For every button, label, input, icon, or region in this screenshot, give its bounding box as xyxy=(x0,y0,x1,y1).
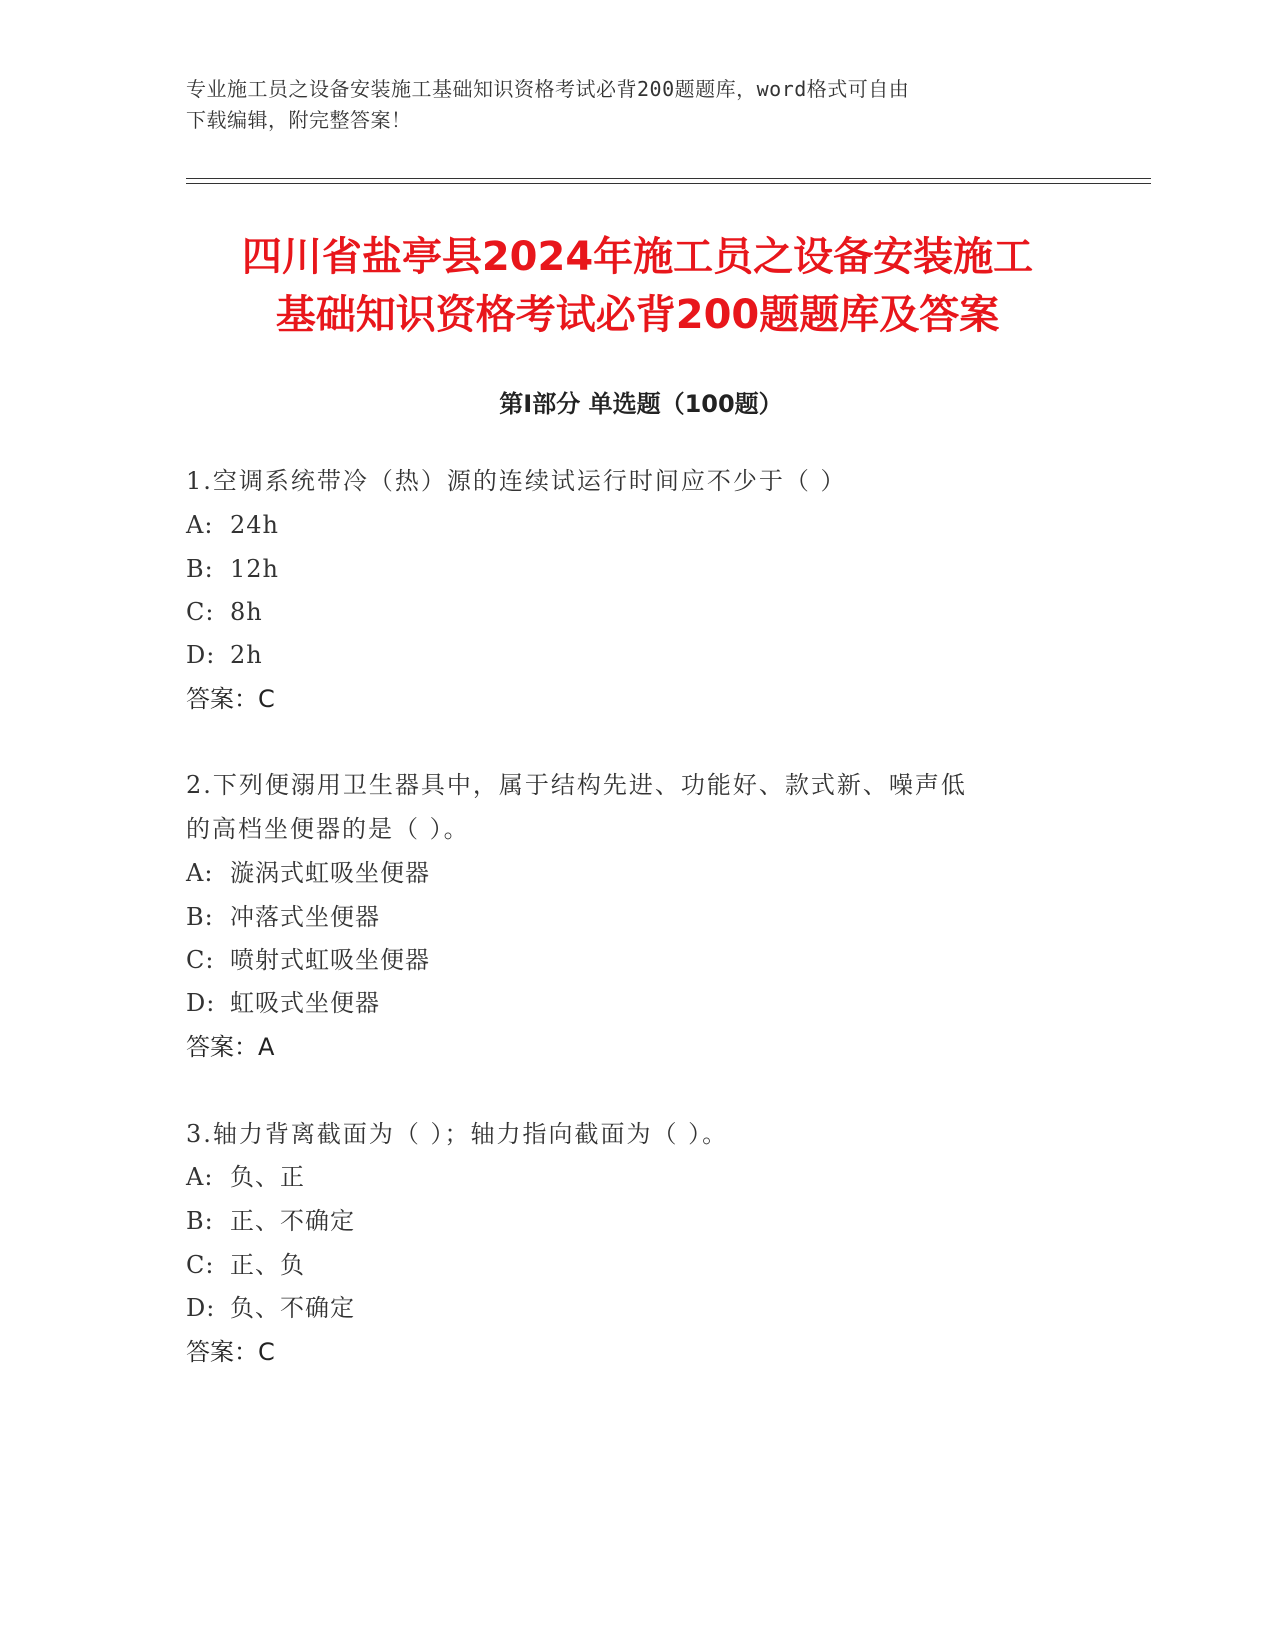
option-text: 喷射式虹吸坐便器 xyxy=(230,946,430,974)
option-text: 24h xyxy=(230,511,279,539)
question-stem: 3.轴力背离截面为（ ）；轴力指向截面为（ ）。 xyxy=(186,1120,729,1148)
option-b xyxy=(186,900,1086,934)
option-text: 12h xyxy=(230,555,279,583)
option-text: 虹吸式坐便器 xyxy=(230,989,380,1017)
option-letter: A: xyxy=(186,1163,214,1191)
answer-line: 答案：A xyxy=(186,1033,275,1061)
header-note xyxy=(186,74,1066,136)
question-stem: 1.空调系统带冷（热）源的连续试运行时间应不少于（ ） xyxy=(186,467,847,495)
option-c xyxy=(186,595,1086,629)
option-letter: B: xyxy=(186,1207,214,1235)
option-text: 正、不确定 xyxy=(230,1207,355,1235)
option-a xyxy=(186,856,1086,890)
option-text: 负、不确定 xyxy=(230,1294,355,1322)
option-c xyxy=(186,943,1086,977)
option-b xyxy=(186,1204,1086,1238)
option-letter: D: xyxy=(186,989,216,1017)
question-stem-continued: 的高档坐便器的是（ ）。 xyxy=(186,815,470,843)
option-a xyxy=(186,508,1086,542)
option-letter: B: xyxy=(186,555,214,583)
option-a xyxy=(186,1160,1086,1194)
document-title-line-1: 四川省盐亭县2024年施工员之设备安装施工 xyxy=(241,234,1034,280)
option-letter: A: xyxy=(186,511,214,539)
option-letter: A: xyxy=(186,859,214,887)
option-text: 2h xyxy=(230,641,263,669)
document-title-line-2: 基础知识资格考试必背200题题库及答案 xyxy=(275,292,1000,338)
option-letter: D: xyxy=(186,641,216,669)
option-letter: C: xyxy=(186,598,215,626)
answer-line: 答案：C xyxy=(186,1338,275,1366)
option-d xyxy=(186,986,1086,1020)
option-letter: D: xyxy=(186,1294,216,1322)
document-title xyxy=(120,228,1155,344)
header-divider-bottom xyxy=(186,183,1151,184)
section-title: 第Ⅰ部分 单选题（100题） xyxy=(499,390,783,418)
option-letter: B: xyxy=(186,903,214,931)
option-text: 负、正 xyxy=(230,1163,305,1191)
question-stem: 2.下列便溺用卫生器具中，属于结构先进、功能好、款式新、噪声低 xyxy=(186,771,967,799)
option-text: 冲落式坐便器 xyxy=(230,903,380,931)
option-text: 正、负 xyxy=(230,1251,305,1279)
option-letter: C: xyxy=(186,1251,215,1279)
option-d xyxy=(186,638,1086,672)
header-note-line-2: 下载编辑，附完整答案！ xyxy=(186,108,412,132)
option-text: 漩涡式虹吸坐便器 xyxy=(230,859,430,887)
header-note-line-1: 专业施工员之设备安装施工基础知识资格考试必背200题题库，word格式可自由 xyxy=(186,77,910,101)
option-b xyxy=(186,552,1086,586)
option-c xyxy=(186,1248,1086,1282)
option-letter: C: xyxy=(186,946,215,974)
option-d xyxy=(186,1291,1086,1325)
header-divider-top xyxy=(186,178,1151,179)
option-text: 8h xyxy=(230,598,263,626)
answer-line: 答案：C xyxy=(186,685,275,713)
